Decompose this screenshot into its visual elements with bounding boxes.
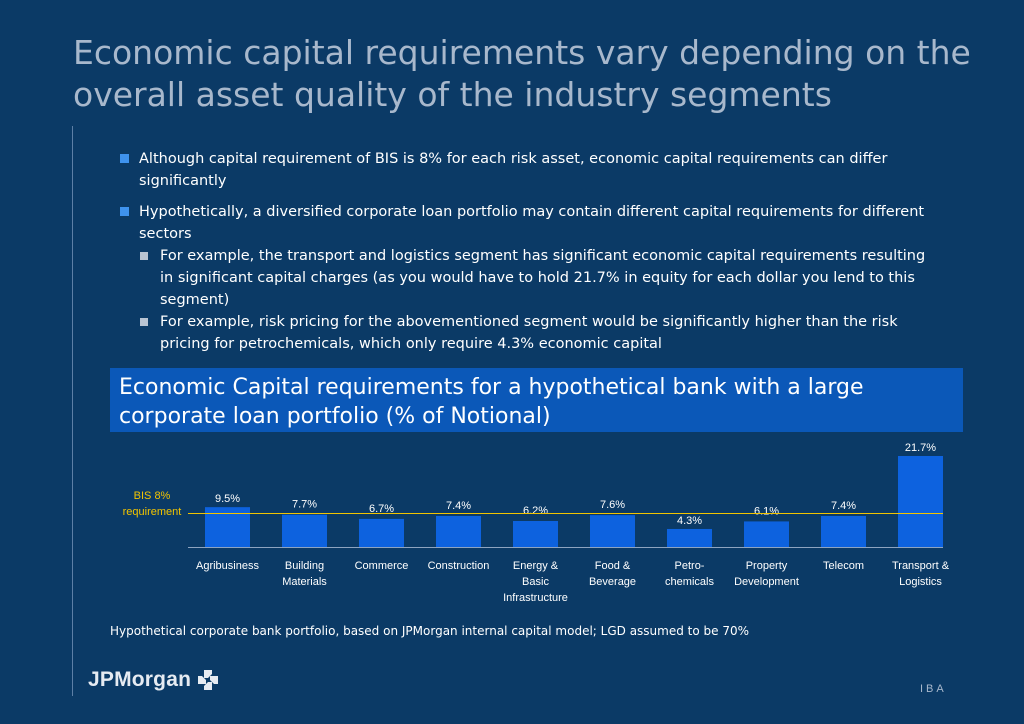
- jpmorgan-logo: [88, 668, 219, 692]
- sub-bullet-transport: For example, the transport and logistics segment has significant economic capital requirements resulting in significant capital charges (as you would have to hold 21.7% in equity for each dollar you lend to this segment): [118, 245, 938, 311]
- category-label-3-0: Construction: [427, 560, 490, 572]
- bar-4: [513, 521, 558, 547]
- bis-reference-label-2: requirement: [122, 506, 182, 518]
- data-label-9: 21.7%: [904, 442, 937, 454]
- category-label-2-0: Commerce: [354, 560, 409, 572]
- category-label-8-0: Telecom: [823, 560, 864, 572]
- bar-5: [590, 515, 635, 547]
- bar-2: [359, 519, 404, 547]
- bar-1: [282, 515, 327, 547]
- chase-octagon-icon: [197, 669, 219, 691]
- category-label-6-1: chemicals: [665, 576, 714, 588]
- category-label-4-0: Energy &: [512, 560, 559, 572]
- category-label-7-0: Property: [745, 560, 788, 572]
- page-title: Economic capital requirements vary depending on the overall asset quality of the industry segments: [73, 33, 971, 114]
- category-label-4-2: Infrastructure: [503, 592, 568, 604]
- footnote: Hypothetical corporate bank portfolio, based on JPMorgan internal capital model; LGD assumed to be 70%: [110, 624, 750, 638]
- bar-8: [821, 516, 866, 547]
- data-label-4: 6.2%: [522, 505, 549, 517]
- data-label-5: 7.6%: [599, 499, 626, 512]
- category-label-5-1: Beverage: [588, 576, 637, 588]
- corner-label: IBA: [920, 683, 947, 695]
- category-label-1-1: Materials: [282, 576, 327, 588]
- chart-title: Economic Capital requirements for a hypothetical bank with a large corporate loan portfolio (% of Notional): [110, 368, 963, 432]
- category-label-1-0: Building: [284, 560, 325, 572]
- bar-7: [744, 521, 789, 547]
- category-label-6-0: Petro-: [674, 560, 705, 572]
- category-label-4-1: Basic: [522, 576, 549, 588]
- bullet-hypothetical: Hypothetically, a diversified corporate loan portfolio may contain different capital requirements for different sectors: [118, 201, 938, 245]
- bar-9: [898, 456, 943, 547]
- data-label-0: 9.5%: [214, 493, 241, 506]
- data-label-2: 6.7%: [368, 502, 395, 515]
- data-label-1: 7.7%: [291, 498, 318, 511]
- bar-6: [667, 529, 712, 547]
- bar-3: [436, 516, 481, 547]
- data-label-8: 7.4%: [830, 499, 857, 512]
- data-label-3: 7.4%: [445, 499, 472, 512]
- sub-bullet-pricing: For example, risk pricing for the abovementioned segment would be significantly higher than the risk pricing for petrochemicals, which only require 4.3% economic capital: [118, 311, 938, 355]
- bis-reference-label-1: BIS 8%: [133, 490, 171, 502]
- data-label-6: 4.3%: [676, 514, 703, 527]
- category-label-0-0: Agribusiness: [196, 560, 259, 572]
- category-label-9-0: Transport &: [891, 560, 950, 572]
- category-label-9-1: Logistics: [899, 576, 942, 588]
- logo-text: JPMorgan: [88, 668, 192, 691]
- data-label-7: 6.1%: [753, 505, 780, 518]
- bullet-bis: Although capital requirement of BIS is 8% for each risk asset, economic capital requirements can differ significantly: [118, 148, 938, 192]
- category-label-5-0: Food &: [594, 560, 631, 572]
- category-label-7-1: Development: [734, 576, 799, 588]
